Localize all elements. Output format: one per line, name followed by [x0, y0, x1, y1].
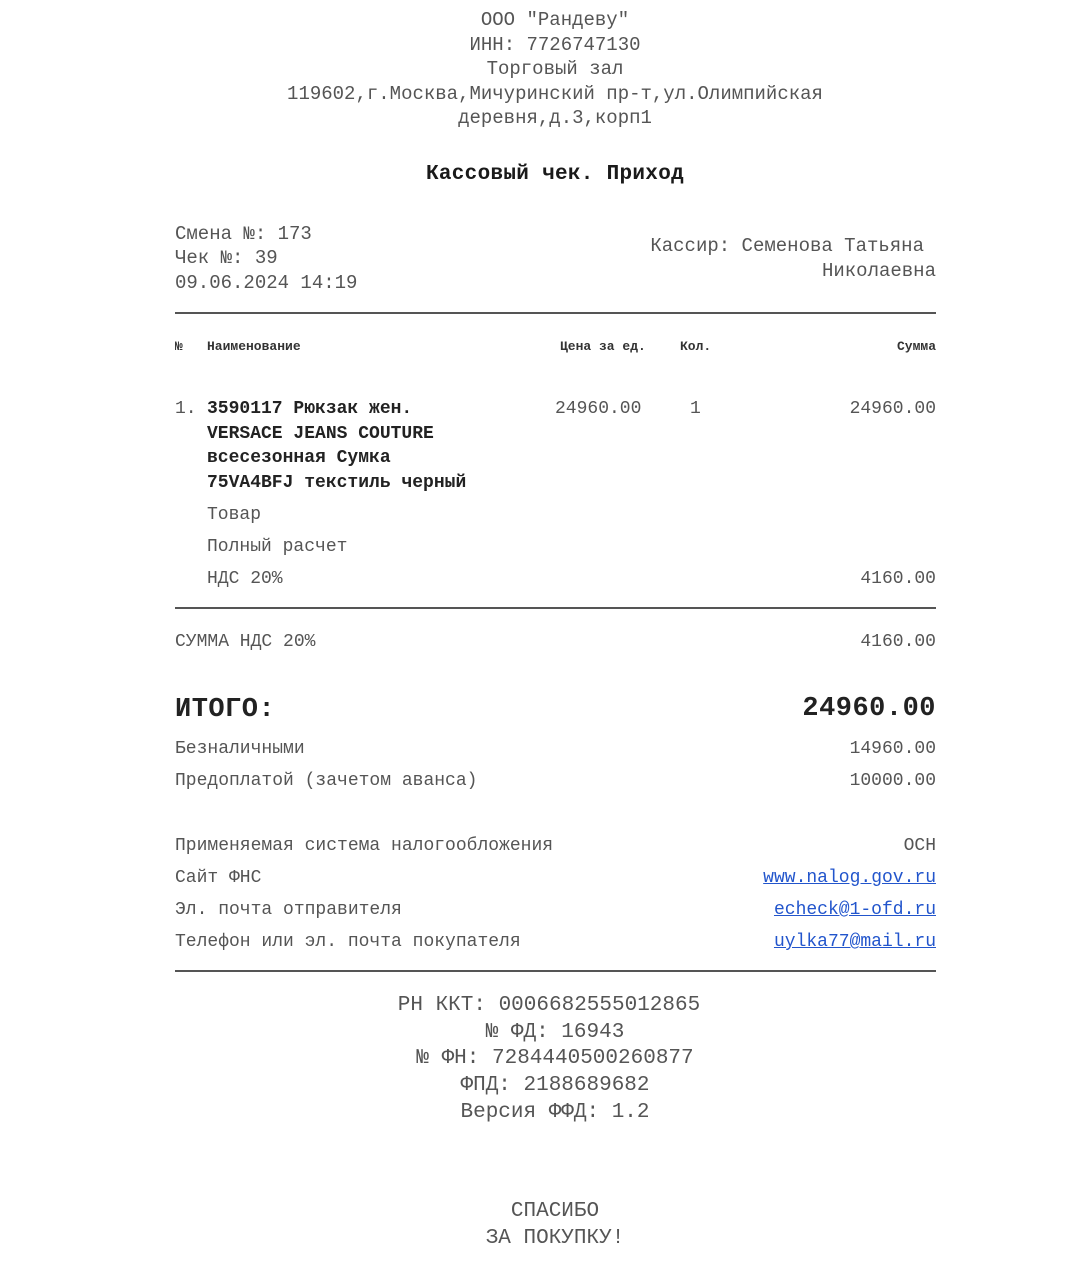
ffd-version: Версия ФФД: 1.2 — [460, 1101, 650, 1124]
address-line-2: деревня,д.3,корп1 — [458, 107, 652, 129]
rn-kkt: РН ККТ: 0006682555012865 — [397, 994, 701, 1017]
item-vat-value: 4160.00 — [860, 569, 936, 589]
fns-site-link[interactable]: www.nalog.gov.ru — [763, 868, 936, 888]
payment-cashless-value: 14960.00 — [849, 739, 936, 759]
sender-email-link[interactable]: echeck@1-ofd.ru — [773, 900, 936, 920]
item-name-line-3: всесезонная Сумка — [207, 448, 391, 468]
sales-hall: Торговый зал — [486, 58, 624, 80]
shift-number: Смена №: 173 — [175, 223, 312, 245]
company-name: ООО "Рандеву" — [480, 9, 630, 31]
cashier-line-2: Николаевна — [821, 260, 936, 282]
col-sum: Сумма — [896, 339, 936, 354]
divider — [175, 312, 936, 314]
payment-cashless-label: Безналичными — [175, 739, 305, 759]
fd-number: № ФД: 16943 — [485, 1021, 625, 1044]
company-inn: ИНН: 7726747130 — [469, 34, 641, 56]
item-sum: 24960.00 — [849, 399, 936, 419]
vat-total-label: СУММА НДС 20% — [175, 632, 316, 652]
item-name-line-1: 3590117 Рюкзак жен. — [207, 399, 413, 419]
divider — [175, 607, 936, 609]
buyer-contact-label: Телефон или эл. почта покупателя — [175, 932, 521, 952]
item-name-line-2: VERSACE JEANS COUTURE — [207, 424, 434, 444]
check-number: Чек №: 39 — [175, 247, 278, 269]
fn-number: № ФН: 7284440500260877 — [416, 1047, 694, 1070]
divider — [175, 970, 936, 972]
sender-email-label: Эл. почта отправителя — [175, 900, 402, 920]
address-line-1: 119602,г.Москва,Мичуринский пр-т,ул.Олимпийская — [287, 83, 823, 105]
item-qty: 1 — [690, 399, 701, 419]
buyer-contact-link[interactable]: uylka77@mail.ru — [773, 932, 936, 952]
col-num: № — [175, 339, 183, 354]
fpd-value: ФПД: 2188689682 — [460, 1074, 650, 1097]
receipt-datetime: 09.06.2024 14:19 — [175, 272, 358, 294]
receipt-title: Кассовый чек. Приход — [425, 163, 685, 186]
payment-prepaid-value: 10000.00 — [849, 771, 936, 791]
col-price: Цена за ед. — [560, 339, 646, 354]
item-name-line-4: 75VA4BFJ текстиль черный — [207, 473, 467, 493]
tax-system-label: Применяемая система налогообложения — [175, 836, 554, 856]
item-number: 1. — [175, 399, 197, 419]
fns-site-label: Сайт ФНС — [175, 868, 262, 888]
vat-total-value: 4160.00 — [860, 632, 936, 652]
thanks-line-2: ЗА ПОКУПКУ! — [485, 1227, 625, 1250]
payment-prepaid-label: Предоплатой (зачетом аванса) — [175, 771, 478, 791]
tax-system-value: ОСН — [903, 836, 936, 856]
item-type: Товар — [207, 505, 262, 525]
col-qty: Кол. — [680, 339, 712, 354]
cashier-line-1: Кассир: Семенова Татьяна — [650, 235, 924, 257]
item-payment-method: Полный расчет — [207, 537, 348, 557]
col-name: Наименование — [207, 339, 301, 354]
item-vat-label: НДС 20% — [207, 569, 283, 589]
total-label: ИТОГО: — [175, 695, 276, 725]
total-value: 24960.00 — [802, 694, 936, 724]
item-price: 24960.00 — [555, 399, 642, 419]
thanks-line-1: СПАСИБО — [510, 1200, 600, 1223]
